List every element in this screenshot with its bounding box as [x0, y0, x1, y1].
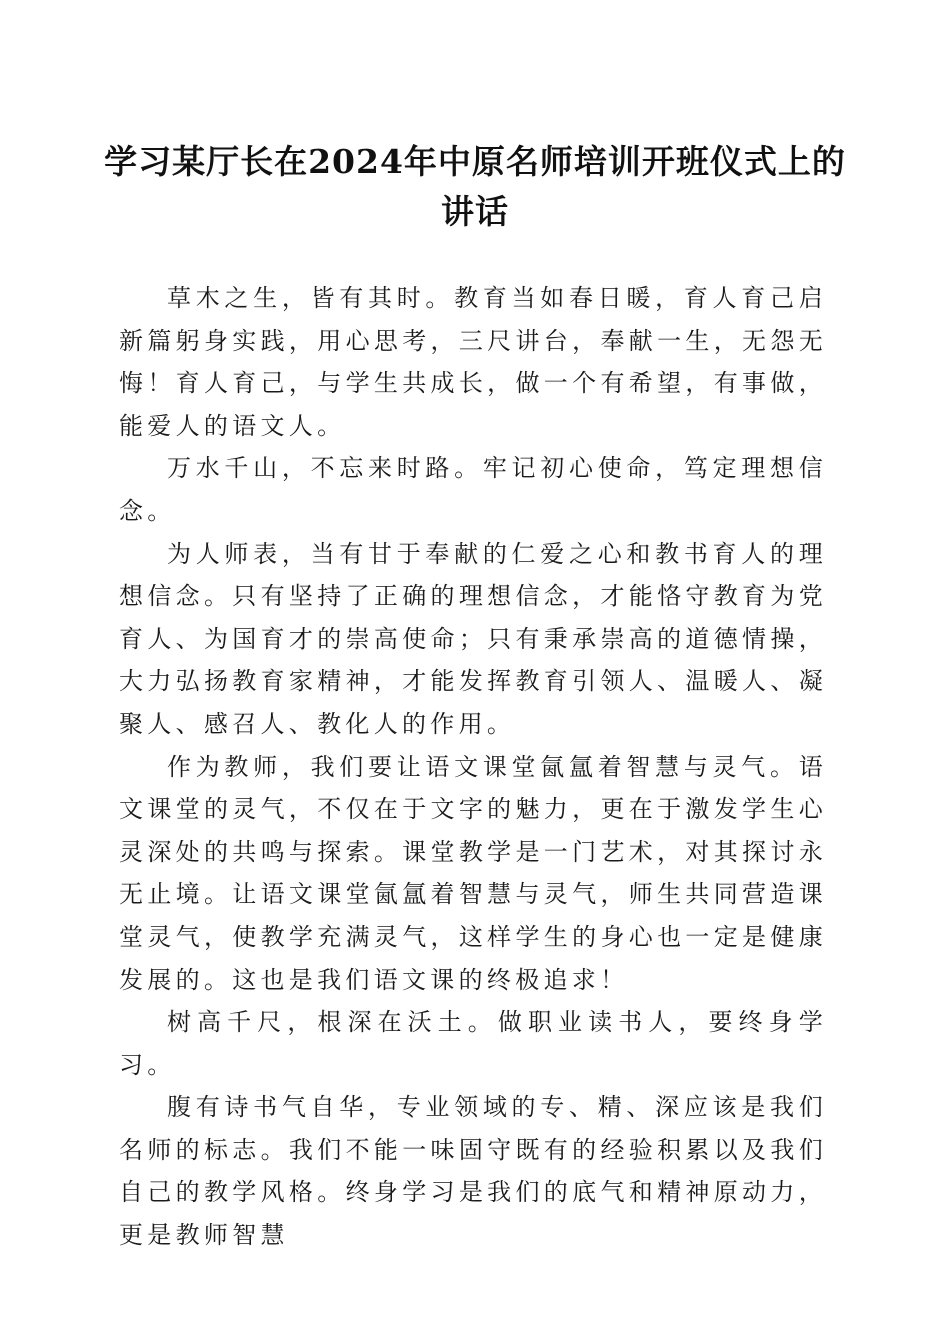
paragraph: 作为教师，我们要让语文课堂氤氲着智慧与灵气。语文课堂的灵气，不仅在于文字的魅力，更在于激发学生心灵深处的共鸣与探索。课堂教学是一门艺术，对其探讨永无止境。让语文课堂氤氲着智慧与灵气，师生共同营造课堂灵气，使教学充满灵气，这样学生的身心也一定是健康发展的。这也是我们语文课的终极追求！ — [119, 752, 827, 994]
paragraph: 腹有诗书气自华，专业领域的专、精、深应该是我们名师的标志。我们不能一味固守既有的经验积累以及我们自己的教学风格。终身学习是我们的底气和精神原动力，更是教师智慧 — [119, 1093, 827, 1250]
paragraph: 万水千山，不忘来时路。牢记初心使命，笃定理想信念。 — [119, 454, 827, 525]
paragraph: 草木之生，皆有其时。教育当如春日暖，育人育己启新篇躬身实践，用心思考，三尺讲台，奉献一生，无怨无悔！育人育己，与学生共成长，做一个有希望，有事做，能爱人的语文人。 — [119, 284, 827, 440]
paragraph: 树高千尺，根深在沃土。做职业读书人，要终身学习。 — [119, 1008, 827, 1079]
document-title: 学习某厅长在2024年中原名师培训开班仪式上的讲话 — [104, 142, 846, 231]
paragraph: 为人师表，当有甘于奉献的仁爱之心和教书育人的理想信念。只有坚持了正确的理想信念，才能恪守教育为党育人、为国育才的崇高使命；只有秉承崇高的道德情操，大力弘扬教育家精神，才能发挥教育引领人、温暖人、凝聚人、感召人、教化人的作用。 — [119, 539, 827, 738]
document-body — [119, 277, 827, 1257]
